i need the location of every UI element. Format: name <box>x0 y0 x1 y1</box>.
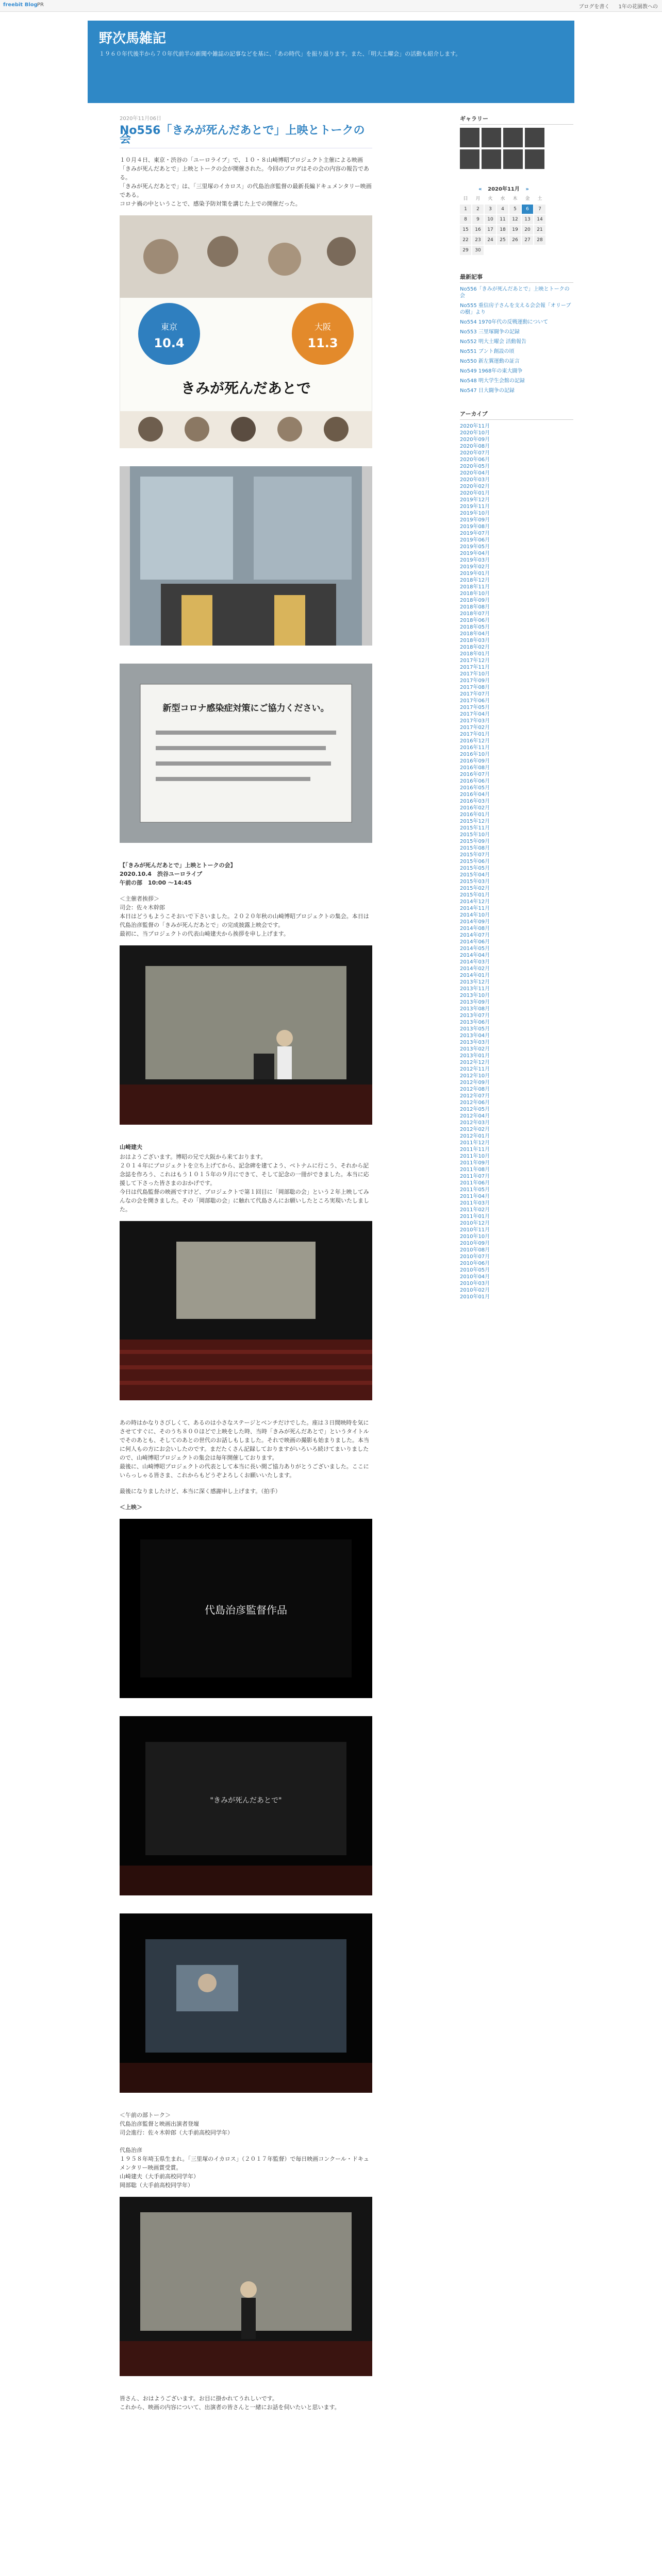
toolbar-menu[interactable]: PR <box>37 2 44 8</box>
archive-link[interactable]: 2011年03月 <box>460 1200 490 1206</box>
film-card-text: 代島治彦監督作品 <box>205 1604 287 1616</box>
archive-link[interactable]: 2010年02月 <box>460 1287 490 1293</box>
calendar-day[interactable]: 4 <box>497 205 508 214</box>
archive-link[interactable]: 2020年09月 <box>460 437 490 443</box>
archive-link[interactable]: 2018年09月 <box>460 598 490 603</box>
talk-photo <box>120 2197 372 2379</box>
archive-link[interactable]: 2016年03月 <box>460 799 490 804</box>
archive-link[interactable]: 2010年09月 <box>460 1241 490 1246</box>
archive-link[interactable]: 2017年05月 <box>460 705 490 710</box>
archive-link[interactable]: 2017年11月 <box>460 665 490 670</box>
archive-link[interactable]: 2015年09月 <box>460 839 490 844</box>
calendar-day[interactable]: 6 <box>522 205 533 214</box>
archive-link[interactable]: 2019年08月 <box>460 524 490 530</box>
calendar-day[interactable]: 28 <box>534 235 545 245</box>
archive-link[interactable]: 2010年01月 <box>460 1294 490 1300</box>
archive-link[interactable]: 2017年07月 <box>460 691 490 697</box>
recent-post-link[interactable]: No556「きみが死んだあとで」上映とトークの会 <box>460 286 570 299</box>
poster-title-text: きみが死んだあとで <box>180 380 311 397</box>
gallery-grid <box>460 128 573 169</box>
poster-date-osaka: 11.3 <box>307 336 338 350</box>
archive-link[interactable]: 2010年05月 <box>460 1267 490 1273</box>
calendar-weekday: 土 <box>537 196 542 201</box>
brand-suffix: Blog <box>24 2 38 8</box>
sidebar <box>460 114 573 1300</box>
archive-link[interactable]: 2011年11月 <box>460 1147 490 1153</box>
archive-link[interactable]: 2014年05月 <box>460 946 490 952</box>
gallery-thumb[interactable] <box>482 149 501 169</box>
calendar-day[interactable]: 10 <box>485 215 496 224</box>
archive-link[interactable]: 2013年08月 <box>460 1006 490 1012</box>
archive-link[interactable]: 2020年04月 <box>460 470 490 476</box>
archive-link[interactable]: 2012年12月 <box>460 1060 490 1065</box>
archive-link[interactable]: 2015年04月 <box>460 872 490 878</box>
calendar-weekday: 月 <box>475 196 481 201</box>
calendar-day[interactable]: 30 <box>472 246 484 255</box>
archive-link[interactable]: 2013年06月 <box>460 1020 490 1025</box>
post-title[interactable]: No556「きみが死んだあとで」上映とトークの会 <box>120 126 372 148</box>
blog-title[interactable]: 野次馬雑記 <box>99 31 167 46</box>
archive-link[interactable]: 2015年07月 <box>460 852 490 858</box>
archive-link[interactable]: 2016年04月 <box>460 792 490 798</box>
calendar-day[interactable]: 11 <box>497 215 508 224</box>
archive-link[interactable]: 2011年08月 <box>460 1167 490 1173</box>
archive-link[interactable]: 2014年01月 <box>460 973 490 978</box>
archive-link[interactable]: 2017年08月 <box>460 685 490 690</box>
poster-venue-tokyo: 東京 <box>160 322 178 332</box>
archive-link[interactable]: 2015年02月 <box>460 886 490 891</box>
archive-link[interactable]: 2017年01月 <box>460 732 490 737</box>
archive-link[interactable]: 2020年02月 <box>460 484 490 489</box>
archive-link[interactable]: 2018年06月 <box>460 618 490 623</box>
calendar-day[interactable]: 12 <box>509 215 521 224</box>
archive-link[interactable]: 2014年09月 <box>460 919 490 925</box>
calendar-weekday: 日 <box>463 196 468 201</box>
archive-link[interactable]: 2013年12月 <box>460 979 490 985</box>
archive-link[interactable]: 2012年01月 <box>460 1133 490 1139</box>
gallery-thumb[interactable] <box>482 128 501 147</box>
write-blog-link[interactable]: ブログを書く <box>578 4 610 10</box>
archive-link[interactable]: 2013年11月 <box>460 986 490 992</box>
poster-image <box>120 215 372 448</box>
calendar <box>460 184 548 255</box>
archive-link[interactable]: 2015年05月 <box>460 866 490 871</box>
closing-text: 皆さん、おはようございます。お目に掛かれてうれしいです。 これから、映画の内容について、出演者の皆さんと一緒にお話を伺いたいと思います。 <box>120 2395 340 2411</box>
calendar-day[interactable]: 8 <box>460 215 471 224</box>
calendar-month-title: 2020年11月 <box>488 187 520 192</box>
post-date: 2020年11月06日 <box>120 116 161 122</box>
calendar-day[interactable]: 21 <box>534 225 545 234</box>
recent-posts-list <box>460 286 573 394</box>
archive-link[interactable]: 2012年11月 <box>460 1066 490 1072</box>
calendar-day[interactable]: 23 <box>472 235 484 245</box>
archive-link[interactable]: 2018年08月 <box>460 604 490 610</box>
archive-link[interactable]: 2012年03月 <box>460 1120 490 1126</box>
archive-link[interactable]: 2018年11月 <box>460 584 490 590</box>
archive-link[interactable]: 2016年09月 <box>460 758 490 764</box>
venue-building-image <box>120 466 372 646</box>
gallery-thumb[interactable] <box>503 149 523 169</box>
calendar-weekday: 水 <box>500 196 505 201</box>
archive-link[interactable]: 2015年11月 <box>460 825 490 831</box>
archive-link[interactable]: 2010年03月 <box>460 1281 490 1286</box>
notice-heading: 新型コロナ感染症対策にご協力ください。 <box>162 703 329 714</box>
archive-link[interactable]: 2019年02月 <box>460 564 490 570</box>
blog-service-logo[interactable] <box>3 2 38 8</box>
archive-link[interactable]: 2011年01月 <box>460 1214 490 1219</box>
archive-link[interactable]: 2019年05月 <box>460 544 490 550</box>
archive-link[interactable]: 2019年10月 <box>460 511 490 516</box>
archive-link[interactable]: 2019年03月 <box>460 557 490 563</box>
calendar-day[interactable]: 7 <box>534 205 545 214</box>
archive-link[interactable]: 2016年01月 <box>460 812 490 818</box>
archive-link[interactable]: 2011年04月 <box>460 1194 490 1199</box>
archive-link[interactable]: 2014年10月 <box>460 912 490 918</box>
screening-heading: ＜上映＞ <box>120 1504 142 1511</box>
archive-link[interactable]: 2018年07月 <box>460 611 490 617</box>
recent-post-link[interactable]: No549 1968年の東大闘争 <box>460 368 523 374</box>
event-poster <box>120 215 372 451</box>
second-link[interactable]: 1年の花園教への <box>618 4 658 10</box>
archive-link[interactable]: 2012年10月 <box>460 1073 490 1079</box>
recent-post-link[interactable]: No548 明大学生会館の記録 <box>460 378 525 384</box>
archive-link[interactable]: 2020年10月 <box>460 430 490 436</box>
greeting-head: 山崎建夫 <box>120 1144 142 1150</box>
archive-link[interactable]: 2020年01月 <box>460 490 490 496</box>
archive-link[interactable]: 2010年04月 <box>460 1274 490 1280</box>
calendar-day[interactable]: 9 <box>472 215 484 224</box>
calendar-day[interactable]: 22 <box>460 235 471 245</box>
archive-link[interactable]: 2015年06月 <box>460 859 490 865</box>
archive-link[interactable]: 2012年02月 <box>460 1127 490 1132</box>
archive-link[interactable]: 2011年05月 <box>460 1187 490 1193</box>
calendar-day[interactable]: 29 <box>460 246 471 255</box>
archive-link[interactable]: 2018年03月 <box>460 638 490 643</box>
toolbar-links <box>571 2 658 10</box>
audience-photo <box>120 1221 372 1403</box>
calendar-day[interactable]: 5 <box>509 205 521 214</box>
archive-link[interactable]: 2020年05月 <box>460 464 490 469</box>
gallery-thumb[interactable] <box>525 149 544 169</box>
archive-link[interactable]: 2015年10月 <box>460 832 490 838</box>
archive-link[interactable]: 2013年03月 <box>460 1040 490 1045</box>
archive-link[interactable]: 2020年03月 <box>460 477 490 483</box>
archive-link[interactable]: 2013年07月 <box>460 1013 490 1019</box>
gallery-thumb[interactable] <box>460 128 479 147</box>
archive-link[interactable]: 2011年10月 <box>460 1154 490 1159</box>
recent-post-link[interactable]: No547 日大闘争の記録 <box>460 388 515 394</box>
film-scene-photo <box>120 1913 372 2095</box>
guests-text: ＜午前の部トーク＞ 代島治彦監督と映画出演者登壇 司会進行：佐々木幹郎（大手前高校同学年） 代島治彦 １９５８年埼玉県生まれ。「三里塚のイカロス」（２０１７年監督）で毎日映画コンクール・ドキュメンタリー映画賞受賞。 山崎建夫（大手前高校同学年） 岡部聡（大手前高校同学年） <box>120 2112 369 2189</box>
calendar-weekday: 金 <box>525 196 530 201</box>
archive-link[interactable]: 2011年07月 <box>460 1174 490 1179</box>
archive-link[interactable]: 2014年08月 <box>460 926 490 931</box>
archive-link[interactable]: 2018年12月 <box>460 578 490 583</box>
archive-link[interactable]: 2019年12月 <box>460 497 490 503</box>
stage-speaker-image <box>120 945 372 1125</box>
archive-link[interactable]: 2019年11月 <box>460 504 490 510</box>
archive-link[interactable]: 2020年06月 <box>460 457 490 463</box>
archive-link[interactable]: 2017年10月 <box>460 671 490 677</box>
gallery-thumb[interactable] <box>460 149 479 169</box>
archive-link[interactable]: 2017年04月 <box>460 711 490 717</box>
archive-link[interactable]: 2012年08月 <box>460 1087 490 1092</box>
recent-post-link[interactable]: No554 1970年代の反戦運動について <box>460 319 549 325</box>
archive-link[interactable]: 2013年02月 <box>460 1046 490 1052</box>
archive-link[interactable]: 2019年09月 <box>460 517 490 523</box>
archive-link[interactable]: 2014年02月 <box>460 966 490 972</box>
poster-date-tokyo: 10.4 <box>154 336 185 350</box>
archive-link[interactable]: 2014年03月 <box>460 959 490 965</box>
archive-link[interactable]: 2016年05月 <box>460 785 490 791</box>
recent-post-link[interactable]: No551 ブント創設の頃 <box>460 349 515 354</box>
archive-link[interactable]: 2010年12月 <box>460 1221 490 1226</box>
post-intro: １０月４日、東京・渋谷の「ユーロライブ」で、１０・８山崎博昭プロジェクト主催による映画「きみが死んだあとで」上映とトークの会が開催された。今回のブログはその会の内容の報告である。 「きみが死んだあとで」は、「三里塚のイカロス」の代島治彦監督の最新長編ドキュメンタリー映画である。 コロナ禍の中ということで、感染予防対策を講じた上での開催だった。 <box>120 157 372 207</box>
recent-post-link[interactable]: No550 新左翼運動の証言 <box>460 359 520 364</box>
calendar-day[interactable]: 18 <box>497 225 508 234</box>
greeting-text: おはようございます。博昭の兄で大阪から来ております。 ２０１４年にプロジェクトを立ち上げてから、記念碑を建てよう、ベトナムに行こう、それから記念誌を作ろう、これはもう１０１５年の９月にできて、そして記念の一冊ができました。本当に応援して下さった皆さまのおかげです。 今日は代島監督の映画ですけど、プロジェクトで第１回目に「岡部聡の会」という２年上映してみんなの会を開きました。その「岡部聡の会」に触れて代島さんにお願いしたところ実現いたしました。 <box>120 1154 369 1213</box>
calendar-day[interactable]: 3 <box>485 205 496 214</box>
archive-link[interactable]: 2016年06月 <box>460 778 490 784</box>
archive-link[interactable]: 2017年02月 <box>460 725 490 731</box>
archive-link[interactable]: 2018年04月 <box>460 631 490 637</box>
archive-link[interactable]: 2010年06月 <box>460 1261 490 1266</box>
gallery-thumb[interactable] <box>525 128 544 147</box>
archive-link[interactable]: 2013年05月 <box>460 1026 490 1032</box>
archive-link[interactable]: 2017年12月 <box>460 658 490 664</box>
archive-link[interactable]: 2017年06月 <box>460 698 490 704</box>
archive-link[interactable]: 2010年10月 <box>460 1234 490 1240</box>
calendar-header <box>460 184 548 192</box>
archive-link[interactable]: 2011年12月 <box>460 1140 490 1146</box>
talk-stage-image <box>120 2197 372 2376</box>
archive-link[interactable]: 2013年04月 <box>460 1033 490 1039</box>
archive-link[interactable]: 2011年06月 <box>460 1180 490 1186</box>
calendar-weekday: 木 <box>512 196 518 201</box>
archive-link[interactable]: 2018年02月 <box>460 645 490 650</box>
archive-link[interactable]: 2015年01月 <box>460 892 490 898</box>
archive-link[interactable]: 2012年05月 <box>460 1107 490 1112</box>
archive-link[interactable]: 2016年11月 <box>460 745 490 751</box>
archive-link[interactable]: 2015年12月 <box>460 819 490 824</box>
archive-list <box>460 423 573 1300</box>
archive-link[interactable]: 2019年04月 <box>460 551 490 556</box>
venue-photo <box>120 466 372 648</box>
archive-link[interactable]: 2019年01月 <box>460 571 490 577</box>
brand-text: freebit <box>3 2 23 8</box>
post-column <box>120 114 372 2419</box>
calendar-day[interactable]: 26 <box>509 235 521 245</box>
notice-photo <box>120 664 372 845</box>
archive-link[interactable]: 2013年09月 <box>460 999 490 1005</box>
calendar-day[interactable]: 15 <box>460 225 471 234</box>
archive-link[interactable]: 2018年01月 <box>460 651 490 657</box>
blog-header <box>88 21 574 103</box>
archive-link[interactable]: 2013年10月 <box>460 993 490 998</box>
archive-link[interactable]: 2018年10月 <box>460 591 490 597</box>
archive-link[interactable]: 2010年07月 <box>460 1254 490 1260</box>
recent-heading: 最新記事 <box>460 273 573 283</box>
archive-link[interactable]: 2016年02月 <box>460 805 490 811</box>
archive-link[interactable]: 2010年11月 <box>460 1227 490 1233</box>
stage-photo-1 <box>120 945 372 1127</box>
recent-post-link[interactable]: No552 明大土曜会 活動報告 <box>460 339 527 345</box>
gallery-thumb[interactable] <box>503 128 523 147</box>
archive-link[interactable]: 2020年08月 <box>460 444 490 449</box>
film-title-photo <box>120 1716 372 1898</box>
recent-post-link[interactable]: No553 三里塚闘争の記録 <box>460 329 520 335</box>
calendar-prev-link[interactable]: « <box>478 187 482 192</box>
moderator-text: ＜主催者挨拶＞ 司会：佐々木幹郎 本日はどうもようこそおいで下さいました。２０２０年秋の山崎博昭プロジェクトの集会。本日は代島治彦監督の「きみが死んだあとで」の完成披露上映会です。 最初に、当プロジェクトの代表山崎建夫から挨拶を申し上げます。 <box>120 895 369 937</box>
archive-link[interactable]: 2020年11月 <box>460 423 490 429</box>
archive-link[interactable]: 2015年08月 <box>460 845 490 851</box>
archive-link[interactable]: 2011年09月 <box>460 1160 490 1166</box>
film-card-photo <box>120 1519 372 1701</box>
archive-link[interactable]: 2018年05月 <box>460 624 490 630</box>
film-scene-image <box>120 1913 372 2093</box>
archive-link[interactable]: 2014年12月 <box>460 899 490 905</box>
archive-link[interactable]: 2014年11月 <box>460 906 490 911</box>
poster-venue-osaka: 大阪 <box>314 322 332 332</box>
calendar-day[interactable]: 1 <box>460 205 471 214</box>
audience-hall-image <box>120 1221 372 1400</box>
archive-link[interactable]: 2015年03月 <box>460 879 490 885</box>
calendar-day[interactable]: 13 <box>522 215 533 224</box>
archive-heading: アーカイブ <box>460 410 573 420</box>
calendar-day[interactable]: 27 <box>522 235 533 245</box>
calendar-day[interactable]: 17 <box>485 225 496 234</box>
archive-link[interactable]: 2016年07月 <box>460 772 490 777</box>
archive-link[interactable]: 2017年09月 <box>460 678 490 684</box>
calendar-grid <box>460 194 548 255</box>
film-title-image <box>120 1716 372 1895</box>
archive-link[interactable]: 2020年07月 <box>460 450 490 456</box>
event-info: 【「きみが死んだあとで」上映とトークの会】 2020.10.4 渋谷ユーロライブ 午前の部 10:00 〜14:45 <box>120 862 236 886</box>
calendar-day[interactable]: 14 <box>534 215 545 224</box>
archive-link[interactable]: 2019年07月 <box>460 531 490 536</box>
archive-link[interactable]: 2013年01月 <box>460 1053 490 1059</box>
calendar-next-link[interactable]: » <box>525 187 529 192</box>
calendar-weekday: 火 <box>488 196 493 201</box>
archive-link[interactable]: 2012年04月 <box>460 1113 490 1119</box>
archive-link[interactable]: 2011年02月 <box>460 1207 490 1213</box>
film-title-text: "きみが死んだあとで" <box>210 1797 282 1805</box>
archive-link[interactable]: 2016年08月 <box>460 765 490 771</box>
calendar-day[interactable]: 20 <box>522 225 533 234</box>
archive-link[interactable]: 2016年12月 <box>460 738 490 744</box>
comment-text: あの時はかなりさびしくて、あるのは小さなステージとベンチだけでした。座は３日間映時を気にさせてすぐに、そのうち８００ほどで上映をした時、当時「きみが死んだあとで」というタイトルでそのあとも、そしてのあとの世代のお話しもしました。それで映画の撮影も始まりました。本当に何人もの方にお会いしたのです。まだたくさん記録しておりますがいろいろ続けてまいりましたので、山崎博昭プロジェクトの集会は毎年開催しております。 最後に、山崎博昭プロジェクトの代表として本当に長い間ご協力ありがとうございました。ここにいらっしゃる皆さま、これからもどうぞよろしくお願いいたします。 <box>120 1419 369 1479</box>
gallery-heading: ギャラリー <box>460 114 573 125</box>
covid-notice-image <box>120 664 372 843</box>
archive-link[interactable]: 2014年06月 <box>460 939 490 945</box>
archive-link[interactable]: 2012年09月 <box>460 1080 490 1086</box>
film-card-image <box>120 1519 372 1698</box>
archive-link[interactable]: 2014年04月 <box>460 953 490 958</box>
calendar-day[interactable]: 16 <box>472 225 484 234</box>
archive-link[interactable]: 2016年10月 <box>460 752 490 757</box>
archive-link[interactable]: 2019年06月 <box>460 537 490 543</box>
archive-link[interactable]: 2012年07月 <box>460 1093 490 1099</box>
recent-post-link[interactable]: No555 重信房子さんを支える会会報「オリーブの樹」より <box>460 303 571 315</box>
calendar-day[interactable]: 19 <box>509 225 521 234</box>
calendar-day[interactable]: 24 <box>485 235 496 245</box>
gratitude-text: 最後になりましたけど、本当に深く感謝申し上げます。（拍手） <box>120 1488 281 1495</box>
archive-link[interactable]: 2014年07月 <box>460 933 490 938</box>
archive-link[interactable]: 2010年08月 <box>460 1247 490 1253</box>
archive-link[interactable]: 2012年06月 <box>460 1100 490 1106</box>
calendar-day[interactable]: 2 <box>472 205 484 214</box>
archive-link[interactable]: 2017年03月 <box>460 718 490 724</box>
blog-toolbar <box>0 0 662 12</box>
calendar-day[interactable]: 25 <box>497 235 508 245</box>
blog-tagline: １９６０年代後半から７０年代前半の新聞や雑誌の記事などを基に、「あの時代」を振り返ります。また、「明大土曜会」の活動も紹介します。 <box>99 50 461 57</box>
